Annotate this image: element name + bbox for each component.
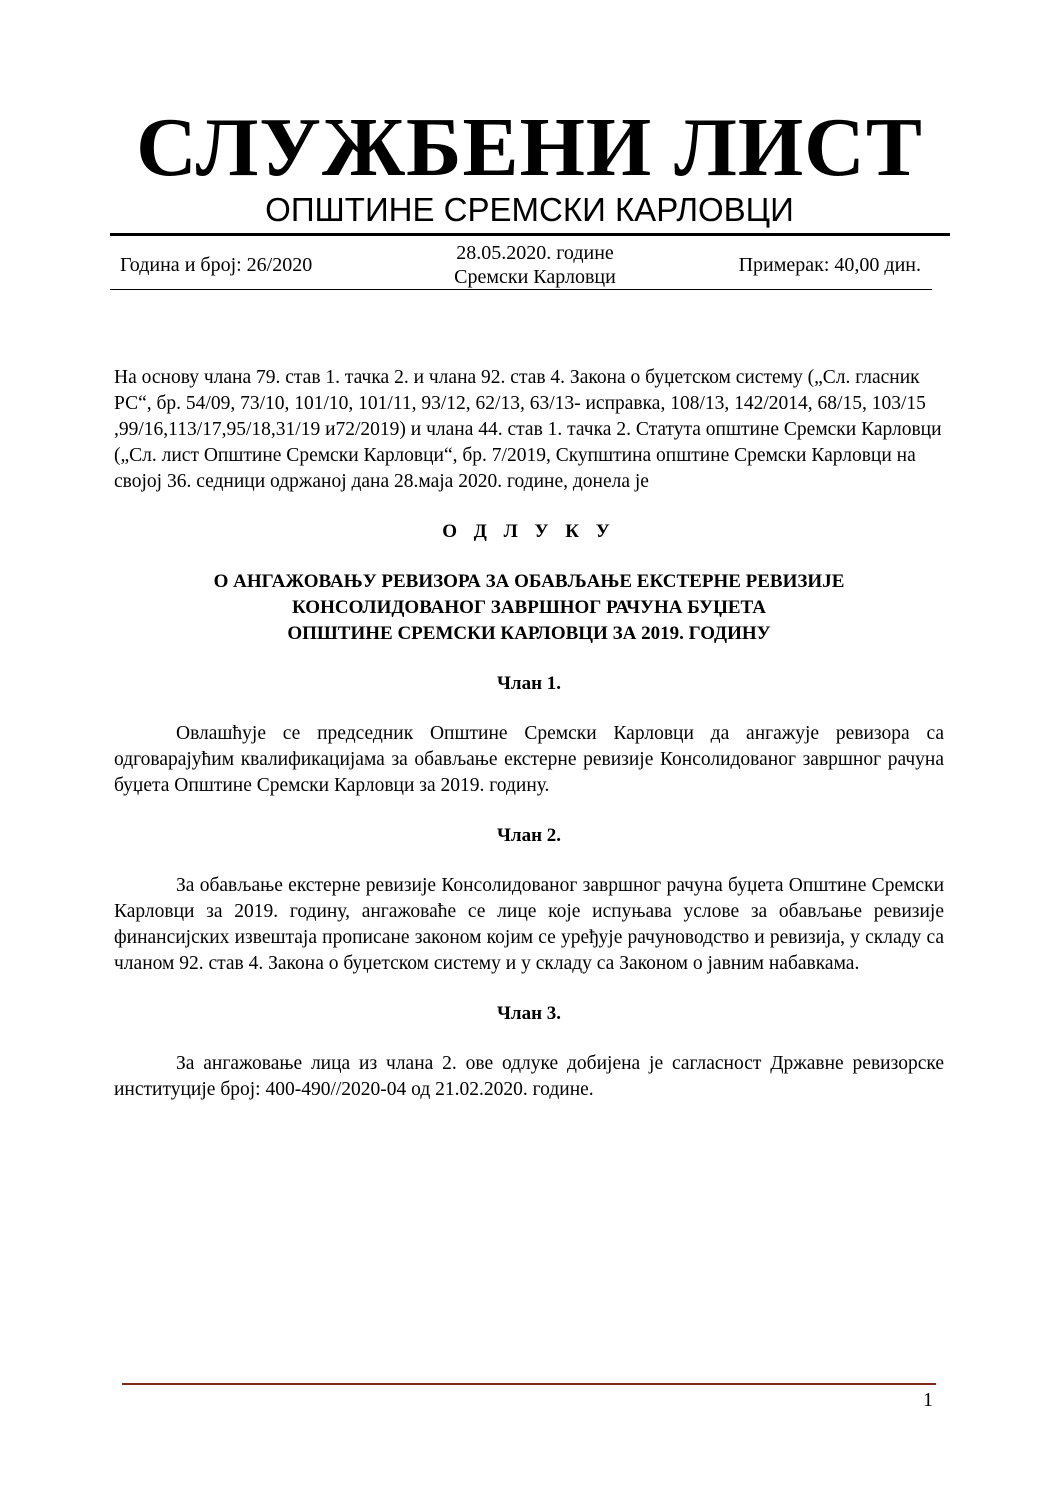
masthead-subtitle: ОПШТИНЕ СРЕМСКИ КАРЛОВЦИ [265, 191, 794, 228]
header-divider-top [110, 233, 950, 236]
header-divider-bottom [110, 289, 932, 290]
article-body: За ангажовање лица из члана 2. ове одлуке добијена је сагласност Државне ревизорске институције број: 400-490//2020-04 од 21.02.2020. године. [114, 1053, 944, 1100]
decision-title-line: КОНСОЛИДОВАНОГ ЗАВРШНОГ РАЧУНА БУЏЕТА [292, 597, 766, 618]
article-heading: Члан 3. [496, 1003, 562, 1024]
footer-divider [122, 1383, 936, 1385]
article-body: Овлашћује се председник Општине Сремски Карловци да ангажује ревизора са одговарајућим квалификацијама за обављање екстерне ревизије Консолидованог завршног рачуна буџета Општине Сремски Карловци за 2019. годину. [114, 723, 944, 796]
decision-heading: О Д Л У К У [442, 521, 616, 542]
decision-title [114, 569, 944, 647]
issue-price: Примерак: 40,00 дин. [738, 254, 921, 276]
issue-date-place [400, 241, 670, 289]
decision-title-line: О АНГАЖОВАЊУ РЕВИЗОРА ЗА ОБАВЉАЊЕ ЕКСТЕРНЕ РЕВИЗИЈЕ [213, 571, 845, 592]
decision-title-line: ОПШТИНЕ СРЕМСКИ КАРЛОВЦИ ЗА 2019. ГОДИНУ [287, 623, 771, 644]
issue-year-number: Година и број: 26/2020 [120, 254, 313, 276]
article-heading: Члан 2. [496, 825, 562, 846]
document-body [114, 365, 944, 1103]
page-number: 1 [923, 1389, 933, 1411]
article-body: За обављање екстерне ревизије Консолидованог завршног рачуна буџета Општине Сремски Карловци за 2019. годину, ангажоваће се лице које испуњава услове за обављање ревизије финансијских извештаја прописане законом којим се уређује рачуноводство и ревизија, у складу са чланом 92. став 4. Закона о буџетском систему и у складу са Законом о јавним набавкама. [114, 875, 944, 974]
issue-place: Сремски Карловци [454, 266, 616, 288]
masthead-title: СЛУЖБЕНИ ЛИСТ [136, 101, 923, 194]
issue-date: 28.05.2020. године [456, 242, 614, 264]
preamble-paragraph: На основу члана 79. став 1. тачка 2. и члана 92. став 4. Закона о буџетском систему („Сл. гласник РС“, бр. 54/09, 73/10, 101/10, 101/11, 93/12, 62/13, 63/13- исправка, 108/13, 142/2014, 68/15, 103/15 ,99/16,113/17,95/18,31/19 и72/2019) и члана 44. став 1. тачка 2. Статута општине Сремски Карловци („Сл. лист Општине Сремски Карловци“, бр. 7/2019, Скупштина општине Сремски Карловци на својој 36. седници одржаној дана 28.маја 2020. године, донела је [114, 367, 942, 492]
article-heading: Члан 1. [496, 673, 562, 694]
